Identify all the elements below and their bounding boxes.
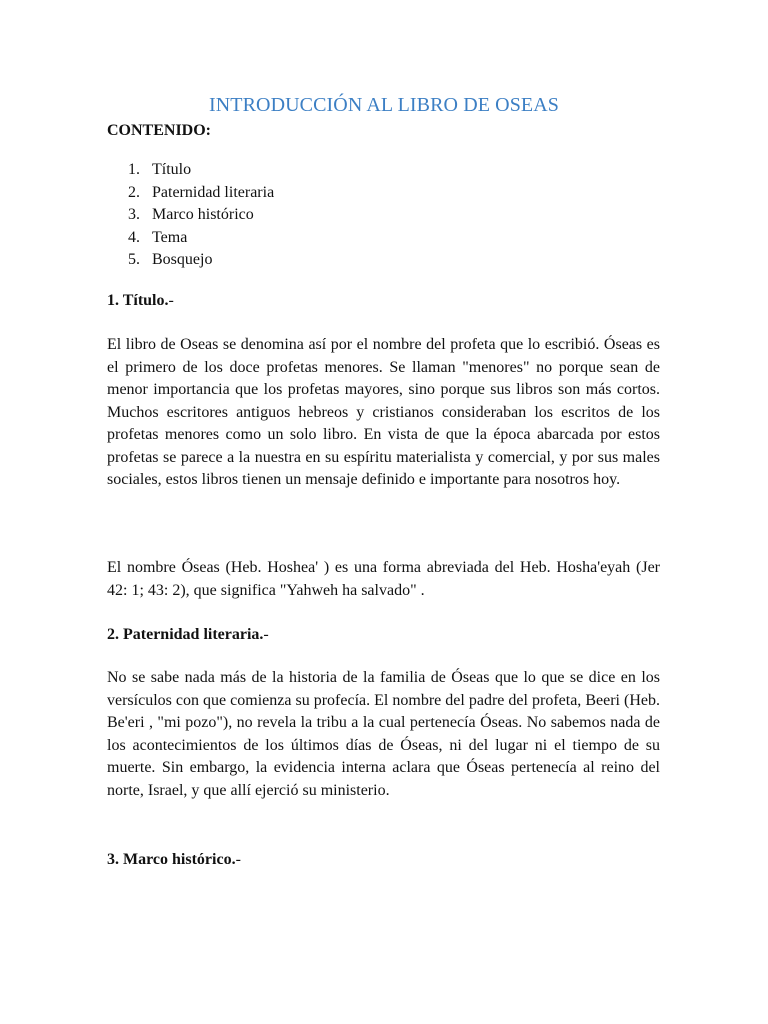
contents-item bbox=[128, 249, 274, 272]
section-heading-paternidad: 2. Paternidad literaria.- bbox=[107, 626, 269, 643]
contents-item-label: Paternidad literaria bbox=[152, 183, 275, 201]
paragraph-titulo-1: El libro de Oseas se denomina así por el nombre del profeta que lo escribió. Óseas es el primero de los doce profetas menores. Se llaman "menores" no porque sean de menor importancia que los profetas mayores, sino porque sus libros son más cortos. Muchos escritores antiguos hebreos y cristianos consideraban los escritos de los profetas menores como un solo libro. En vista de que la época abarcada por estos profetas se parece a la nuestra en su espíritu materialista y comercial, y por sus males sociales, estos libros tienen un mensaje definido e importante para nosotros hoy. bbox=[107, 336, 660, 488]
contents-item-number: 5. bbox=[128, 251, 140, 268]
contents-label: CONTENIDO: bbox=[107, 122, 212, 139]
section-heading-marco: 3. Marco histórico.- bbox=[107, 851, 241, 868]
contents-item bbox=[128, 159, 274, 182]
contents-item bbox=[128, 182, 274, 205]
contents-item-number: 2. bbox=[128, 183, 140, 201]
contents-item-label: Marco histórico bbox=[152, 206, 254, 223]
contents-item-label: Título bbox=[152, 161, 192, 178]
contents-item-number: 4. bbox=[128, 228, 140, 246]
paragraph-paternidad-1: No se sabe nada más de la historia de la familia de Óseas que lo que se dice en los versículos con que comienza su profecía. El nombre del padre del profeta, Beeri (Heb. Be'eri , "mi pozo"), no revela la tribu a la cual pertenecía Óseas. No sabemos nada de los acontecimientos de los últimos días de Óseas, ni del lugar ni el tiempo de su muerte. Sin embargo, la evidencia interna aclara que Óseas pertenecía al reino del norte, Israel, y que allí ejerció su ministerio. bbox=[107, 669, 660, 799]
contents-item-number: 1. bbox=[128, 161, 140, 178]
paragraph-titulo-2: El nombre Óseas (Heb. Hoshea' ) es una forma abreviada del Heb. Hosha'eyah (Jer 42: 1; 43: 2), que significa "Yahweh ha salvado" . bbox=[107, 559, 660, 599]
contents-item bbox=[128, 204, 274, 227]
section-heading-titulo: 1. Título.- bbox=[107, 292, 174, 309]
contents-list bbox=[128, 159, 274, 272]
contents-item-label: Tema bbox=[152, 228, 188, 246]
document-title: INTRODUCCIÓN AL LIBRO DE OSEAS bbox=[208, 94, 560, 116]
contents-item bbox=[128, 227, 274, 250]
contents-item-label: Bosquejo bbox=[152, 251, 213, 268]
contents-item-number: 3. bbox=[128, 206, 140, 223]
